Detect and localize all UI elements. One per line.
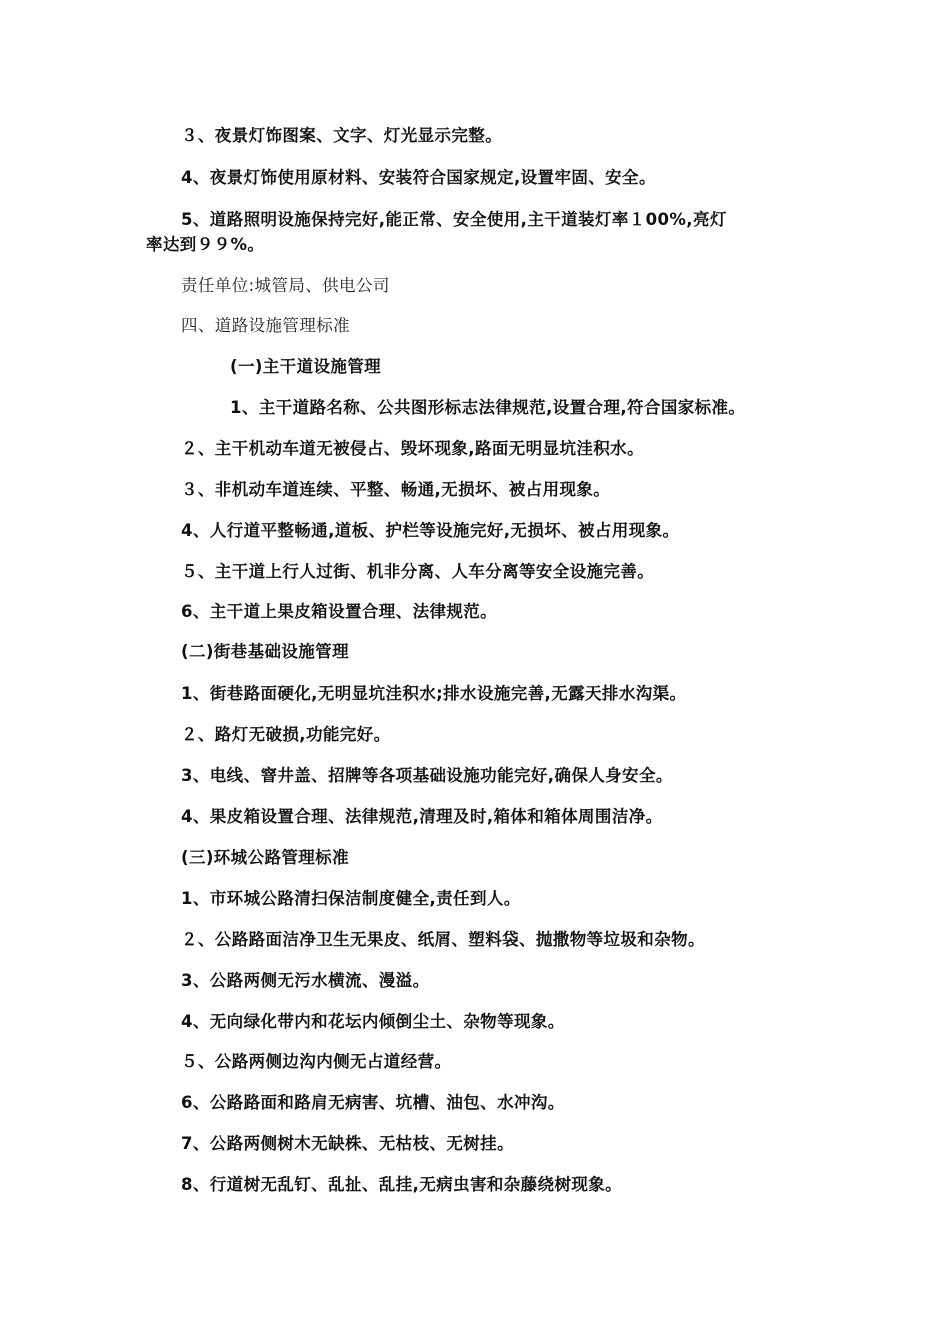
responsible-unit: 责任单位:城管局、供电公司 <box>181 276 390 295</box>
text-line-alley-bins: 4、果皮箱设置合理、法律规范,清理及时,箱体和箱体周围洁净。 <box>181 807 663 826</box>
text-line-cleaning-system: 1、市环城公路清扫保洁制度健全,责任到人。 <box>181 889 521 908</box>
text-line-night-lighting-materials: 4、夜景灯饰使用原材料、安装符合国家规定,设置牢固、安全。 <box>181 168 656 187</box>
section-heading-road-facilities: 四、道路设施管理标准 <box>181 316 350 335</box>
text-line-main-road-signs: 1、主干道路名称、公共图形标志法律规范,设置合理,符合国家标准。 <box>230 398 746 417</box>
text-line-sewage: 3、公路两侧无污水横流、漫溢。 <box>181 971 430 990</box>
text-line-roadside-ditch: ５、公路两侧边沟内侧无占道经营。 <box>181 1052 452 1071</box>
text-line-night-lighting-display: ３、夜景灯饰图案、文字、灯光显示完整。 <box>181 126 503 145</box>
text-line-green-belt: 4、无向绿化带内和花坛内倾倒尘土、杂物等现象。 <box>181 1012 565 1031</box>
text-line-roadside-trees: 7、公路两侧树木无缺株、无枯枝、无树挂。 <box>181 1134 514 1153</box>
text-line-street-trees: 8、行道树无乱钉、乱扯、乱挂,无病虫害和杂藤绕树现象。 <box>181 1175 623 1194</box>
text-line-sidewalks: 4、人行道平整畅通,道板、护栏等设施完好,无损坏、被占用现象。 <box>181 521 680 540</box>
subsection-heading-alleys: (二)街巷基础设施管理 <box>181 642 349 661</box>
text-line-pedestrian-safety: ５、主干道上行人过街、机非分离、人车分离等安全设施完善。 <box>181 562 655 581</box>
text-line-main-road-bins: 6、主干道上果皮箱设置合理、法律规范。 <box>181 602 498 621</box>
text-line-street-lamps: ２、路灯无破损,功能完好。 <box>181 725 391 744</box>
text-line-alley-pavement: 1、街巷路面硬化,无明显坑洼积水;排水设施完善,无露天排水沟渠。 <box>181 684 687 703</box>
text-line-road-surface-clean: ２、公路路面洁净卫生无果皮、纸屑、塑料袋、抛撒物等垃圾和杂物。 <box>181 930 705 949</box>
text-line-road-lighting: 5、道路照明设施保持完好,能正常、安全使用,主干道装灯率１00%,亮灯 <box>181 210 727 229</box>
subsection-heading-ring-road: (三)环城公路管理标准 <box>181 848 349 867</box>
text-line-non-motor-lanes: ３、非机动车道连续、平整、畅通,无损坏、被占用现象。 <box>181 480 611 499</box>
text-line-road-lighting-continued: 率达到９９%。 <box>146 235 265 254</box>
subsection-heading-main-road: (一)主干道设施管理 <box>230 357 382 376</box>
text-line-infrastructure: 3、电线、窨井盖、招牌等各项基础设施功能完好,确保人身安全。 <box>181 766 673 785</box>
text-line-road-shoulder: 6、公路路面和路肩无病害、坑槽、油包、水冲沟。 <box>181 1093 565 1112</box>
text-line-motor-lanes: ２、主干机动车道无被侵占、毁坏现象,路面无明显坑洼积水。 <box>181 439 644 458</box>
